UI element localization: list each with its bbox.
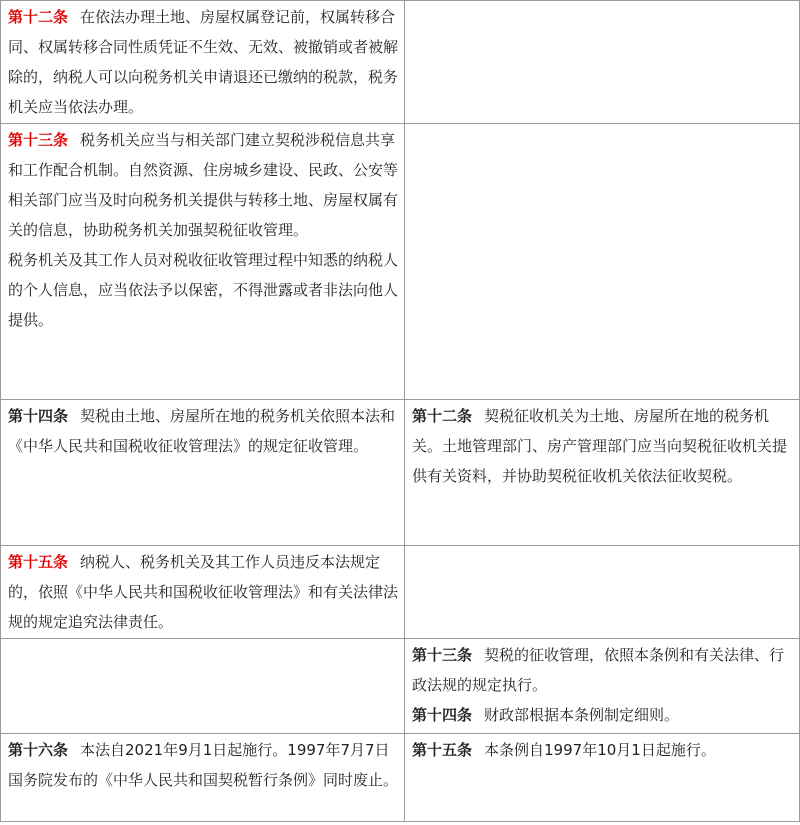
article-text: 在依法办理土地、房屋权属登记前，权属转移合同、权属转移合同性质凭证不生效、无效、被撤销或者被解除的，纳税人可以向税务机关申请退还已缴纳的税款，税务机关应当依法办理。 [8, 8, 399, 116]
article-number: 第十三条 [412, 646, 473, 664]
article-text: 契税的征收管理，依照本条例和有关法律、行政法规的规定执行。 [412, 646, 785, 694]
article-number: 第十二条 [412, 407, 473, 425]
old-regulation-cell [405, 400, 800, 546]
article-paragraph [8, 547, 398, 637]
article-number: 第十五条 [412, 741, 473, 759]
article-number: 第十二条 [8, 8, 69, 26]
table-row [1, 546, 800, 639]
old-regulation-cell [405, 1, 800, 124]
article-paragraph [412, 640, 793, 700]
new-law-cell [1, 734, 405, 822]
article-number: 第十四条 [412, 706, 473, 724]
article-text: 契税由土地、房屋所在地的税务机关依照本法和《中华人民共和国税收征收管理法》的规定征收管理。 [8, 407, 396, 455]
new-law-cell [1, 546, 405, 639]
article-text: 纳税人、税务机关及其工作人员违反本法规定的，依照《中华人民共和国税收征收管理法》和有关法律法规的规定追究法律责任。 [8, 553, 399, 631]
article-paragraph [8, 2, 398, 122]
table-row [1, 734, 800, 822]
article-paragraph [412, 735, 793, 765]
new-law-cell [1, 124, 405, 400]
table-row [1, 639, 800, 734]
article-paragraph [412, 401, 793, 491]
article-text: 税务机关应当与相关部门建立契税涉税信息共享和工作配合机制。自然资源、住房城乡建设、民政、公安等相关部门应当及时向税务机关提供与转移土地、房屋权属有关的信息，协助税务机关加强契税征收管理。 [8, 131, 399, 239]
article-paragraph-2 [412, 700, 793, 730]
old-regulation-cell [405, 639, 800, 734]
article-text: 本法自2021年9月1日起施行。1997年7月7日国务院发布的《中华人民共和国契税暂行条例》同时废止。 [8, 741, 399, 789]
old-regulation-cell [405, 734, 800, 822]
article-text: 本条例自1997年10月1日起施行。 [484, 741, 716, 759]
article-text: 财政部根据本条例制定细则。 [484, 706, 680, 724]
table-row [1, 1, 800, 124]
article-paragraph [8, 401, 398, 461]
old-regulation-cell [405, 124, 800, 400]
new-law-cell [1, 639, 405, 734]
article-text: 契税征收机关为土地、房屋所在地的税务机关。土地管理部门、房产管理部门应当向契税征收机关提供有关资料，并协助契税征收机关依法征收契税。 [412, 407, 788, 485]
old-regulation-cell [405, 546, 800, 639]
article-paragraph [8, 125, 398, 245]
article-paragraph-2: 税务机关及其工作人员对税收征收管理过程中知悉的纳税人的个人信息，应当依法予以保密，不得泄露或者非法向他人提供。 [8, 251, 399, 329]
article-number: 第十三条 [8, 131, 69, 149]
table-row [1, 400, 800, 546]
new-law-cell [1, 1, 405, 124]
article-number: 第十四条 [8, 407, 69, 425]
article-number: 第十六条 [8, 741, 69, 759]
table-row [1, 124, 800, 400]
new-law-cell [1, 400, 405, 546]
article-paragraph [8, 735, 398, 795]
article-number: 第十五条 [8, 553, 69, 571]
